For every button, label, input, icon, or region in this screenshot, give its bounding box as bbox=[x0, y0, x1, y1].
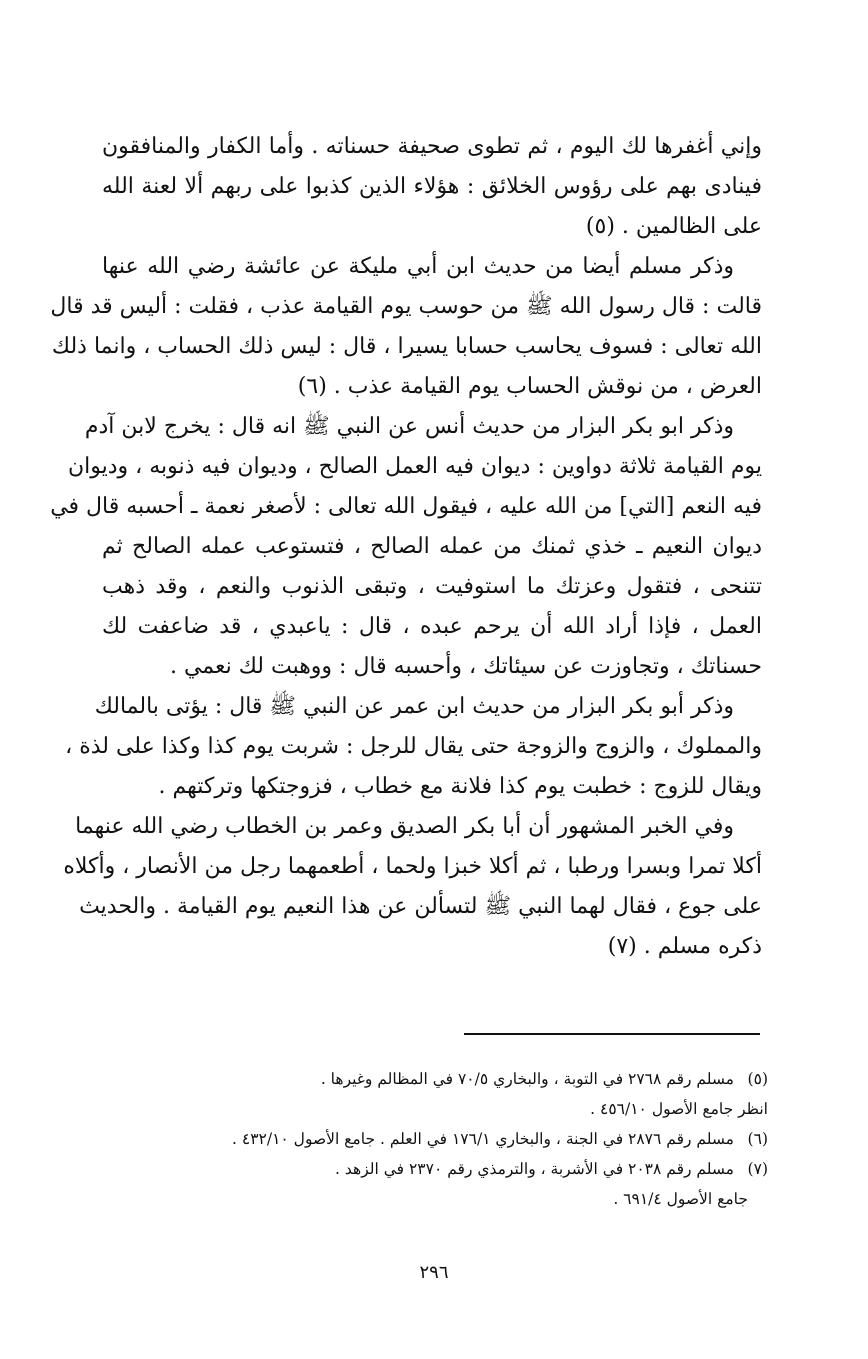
footnote-number: (٥) bbox=[747, 1070, 768, 1088]
footnote-number: (٧) bbox=[747, 1160, 768, 1178]
main-text bbox=[50, 127, 762, 967]
footnote-text: انظر جامع الأصول ٤٥٦/١٠ . bbox=[590, 1100, 768, 1118]
text-line: أكلا تمرا وبسرا ورطبا ، ثم أكلا خبزا ولحما ، أطعمهما رجل من الأنصار ، وأكلاه bbox=[63, 854, 762, 879]
footnote-7 bbox=[88, 1154, 768, 1184]
text-line: ديوان النعيم ـ خذي ثمنك من عمله الصالح ، فتستوعب عمله الصالح ثم bbox=[102, 534, 762, 559]
footnote-number: (٦) bbox=[747, 1130, 768, 1148]
footnotes bbox=[88, 1064, 768, 1214]
footnote-separator bbox=[464, 1033, 760, 1035]
text-line: الله تعالى : فسوف يحاسب حسابا يسيرا ، قال : ليس ذلك الحساب ، وانما ذلك bbox=[51, 334, 762, 359]
text-line: يوم القيامة ثلاثة دواوين : ديوان فيه العمل الصالح ، وديوان فيه ذنوبه ، وديوان bbox=[67, 454, 762, 479]
footnote-text: مسلم رقم ٢٧٦٨ في التوبة ، والبخاري ٧٠/٥ في المظالم وغيرها . bbox=[320, 1070, 734, 1088]
text-line: والمملوك ، والزوج والزوجة حتى يقال للرجل : شربت يوم كذا وكذا على لذة ، bbox=[65, 734, 762, 759]
page-number: ٢٩٦ bbox=[419, 1262, 449, 1283]
text-line: على جوع ، فقال لهما النبي ﷺ لتسألن عن هذا النعيم يوم القيامة . والحديث bbox=[79, 894, 762, 919]
text-line: وذكر ابو بكر البزار من حديث أنس عن النبي ﷺ انه قال : يخرج لابن آدم bbox=[84, 414, 734, 439]
footnote-text: مسلم رقم ٢٨٧٦ في الجنة ، والبخاري ١٧٦/١ في العلم . جامع الأصول ٤٣٢/١٠ . bbox=[232, 1130, 734, 1148]
text-line: حسناتك ، وتجاوزت عن سيئاتك ، وأحسبه قال : ووهبت لك نعمي . bbox=[169, 654, 762, 679]
text-line: فيه النعم [التي] من الله عليه ، فيقول الله تعالى : لأصغر نعمة ـ أحسبه قال في bbox=[50, 494, 762, 519]
text-line: وفي الخبر المشهور أن أبا بكر الصديق وعمر بن الخطاب رضي الله عنهما bbox=[75, 814, 734, 839]
text-line: وإني أغفرها لك اليوم ، ثم تطوى صحيفة حسناته . وأما الكفار والمنافقون bbox=[102, 134, 762, 159]
text-line: فينادى بهم على رؤوس الخلائق : هؤلاء الذين كذبوا على ربهم ألا لعنة الله bbox=[102, 174, 762, 199]
text-line: ذكره مسلم . (٧) bbox=[607, 934, 762, 959]
text-line: قالت : قال رسول الله ﷺ من حوسب يوم القيامة عذب ، فقلت : أليس قد قال bbox=[50, 294, 762, 319]
text-line: على الظالمين . (٥) bbox=[585, 214, 762, 239]
footnote-6 bbox=[88, 1124, 768, 1154]
text-line: وذكر أبو بكر البزار من حديث ابن عمر عن النبي ﷺ قال : يؤتى بالمالك bbox=[94, 694, 734, 719]
text-line: ويقال للزوج : خطبت يوم كذا فلانة مع خطاب ، فزوجتكها وتركتهم . bbox=[158, 774, 762, 799]
footnote-5 bbox=[88, 1064, 768, 1094]
text-line: تتنحى ، فتقول وعزتك ما استوفيت ، وتبقى الذنوب والنعم ، وقد ذهب bbox=[102, 574, 762, 599]
footnote-5-continuation bbox=[88, 1094, 768, 1124]
footnote-7-continuation bbox=[88, 1184, 768, 1214]
text-line: العرض ، من نوقش الحساب يوم القيامة عذب . (٦) bbox=[297, 374, 762, 399]
footnote-text: جامع الأصول ٦٩١/٤ . bbox=[613, 1190, 748, 1208]
footnote-text: مسلم رقم ٢٠٣٨ في الأشربة ، والترمذي رقم ٢٣٧٠ في الزهد . bbox=[335, 1160, 734, 1178]
text-line: العمل ، فإذا أراد الله أن يرحم عبده ، قال : ياعبدي ، قد ضاعفت لك bbox=[102, 614, 762, 639]
text-line: وذكر مسلم أيضا من حديث ابن أبي مليكة عن عائشة رضي الله عنها bbox=[102, 254, 734, 279]
